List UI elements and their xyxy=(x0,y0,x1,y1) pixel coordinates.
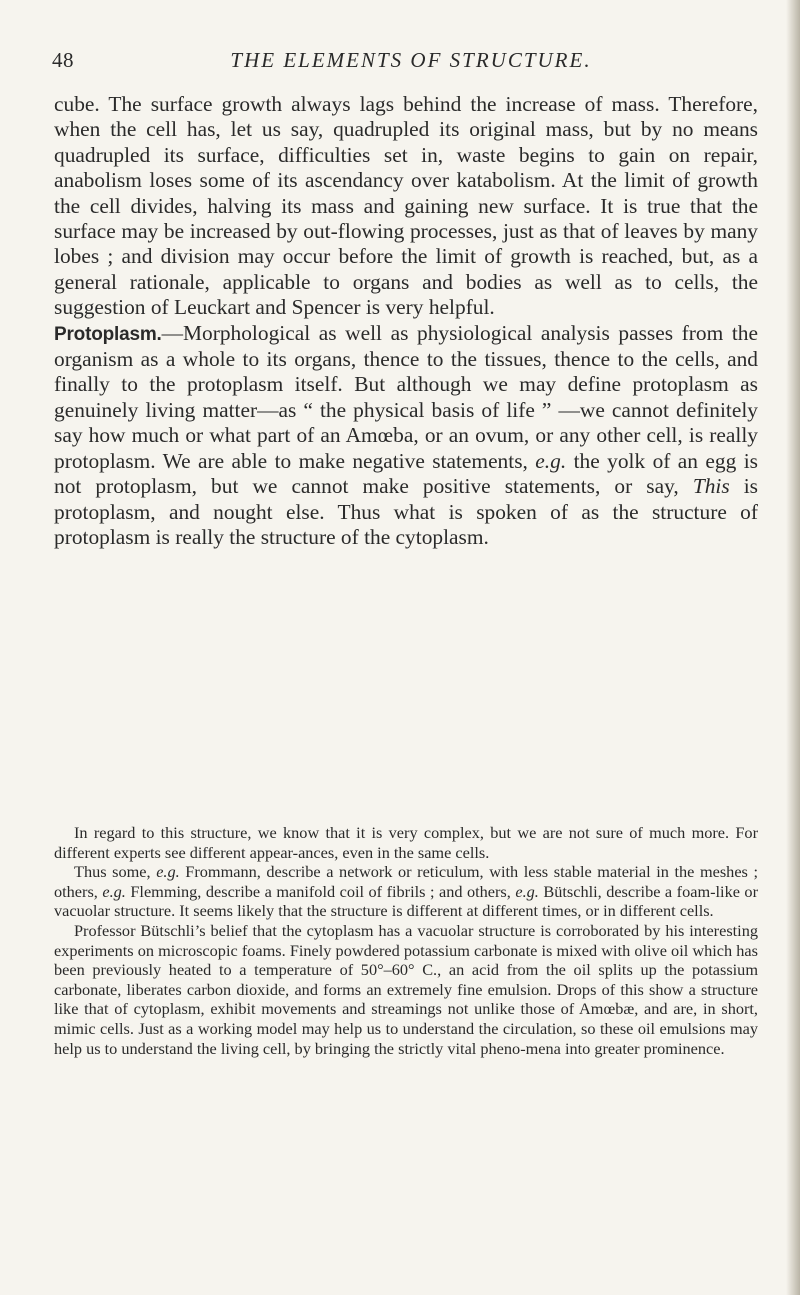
note-paragraph-2-part-2: Frommann, describe a network or reticulum, with less stable material in the meshes ; others, xyxy=(54,862,758,901)
note-paragraph-2-eg-2: e.g. xyxy=(102,881,126,901)
main-body-text xyxy=(54,92,758,550)
page-edge-shadow xyxy=(786,0,800,1295)
body-paragraph-2-eg: e.g. xyxy=(535,448,567,473)
note-paragraph-2 xyxy=(54,862,758,921)
note-paragraph-2-part-3: Flemming, describe a manifold coil of fibrils ; and others, xyxy=(125,881,516,901)
note-paragraph-2-eg-1: e.g. xyxy=(156,862,180,882)
note-paragraph-1: In regard to this structure, we know that it is very complex, but we are not sure of much more. For different experts see different appear-ances, even in the same cells. xyxy=(54,823,758,862)
body-paragraph-2-part-1: —Morphological as well as physiological analysis passes from the organism as a whole to its organs, thence to the tissues, thence to the cells, and finally to the protoplasm itself. But although we may define protoplasm as genuinely living matter—as “ the physical basis of life ” —we cannot definitely say how much or what part of an Amœba, or an ovum, or any other cell, is really protoplasm. We are able to make negative statements, xyxy=(54,320,758,473)
section-heading-protoplasm: Protoplasm. xyxy=(54,323,162,345)
small-print-note xyxy=(54,823,758,1058)
body-paragraph-1: cube. The surface growth always lags behind the increase of mass. Therefore, when the cell has, let us say, quadrupled its original mass, but by no means quadrupled its surface, difficulties set in, waste begins to gain on repair, anabolism loses some of its ascendancy over katabolism. At the limit of growth the cell divides, halving its mass and gaining new surface. It is true that the surface may be increased by out-flowing processes, just as that of leaves by many lobes ; and division may occur before the limit of growth is reached, but, as a general rationale, applicable to organs and bodies as well as to cells, the suggestion of Leuckart and Spencer is very helpful. xyxy=(54,92,758,320)
body-paragraph-2 xyxy=(54,321,758,551)
page-number: 48 xyxy=(52,48,74,72)
running-title: THE ELEMENTS OF STRUCTURE. xyxy=(230,48,592,72)
note-paragraph-2-part-1: Thus some, xyxy=(74,862,157,882)
page-header xyxy=(52,48,758,78)
note-paragraph-2-eg-3: e.g. xyxy=(515,881,539,901)
body-paragraph-2-part-3: is protoplasm, and nought else. Thus what is spoken of as the structure of protoplasm is really the structure of the cytoplasm. xyxy=(54,474,758,549)
body-paragraph-2-this: This xyxy=(692,474,730,499)
body-paragraph-2-part-2: the yolk of an egg is not protoplasm, but we cannot make positive statements, or say, xyxy=(54,448,758,499)
note-paragraph-2-part-4: Bütschli, describe a foam-like or vacuolar structure. It seems likely that the structure is different at different times, or in different cells. xyxy=(54,881,758,921)
note-paragraph-3: Professor Bütschli’s belief that the cytoplasm has a vacuolar structure is corroborated by his interesting experiments on microscopic foams. Finely powdered potassium carbonate is mixed with olive oil which has been previously heated to a temperature of 50°–60° C., an acid from the oil splits up the potassium carbonate, liberates carbon dioxide, and forms an extremely fine emulsion. Drops of this show a structure like that of cytoplasm, exhibit movements and streamings not unlike those of Amœbæ, and are, in short, mimic cells. Just as a working model may help us to understand the circulation, so these oil emulsions may help us to understand the living cell, by bringing the strictly vital pheno-mena into greater prominence. xyxy=(54,920,758,1058)
